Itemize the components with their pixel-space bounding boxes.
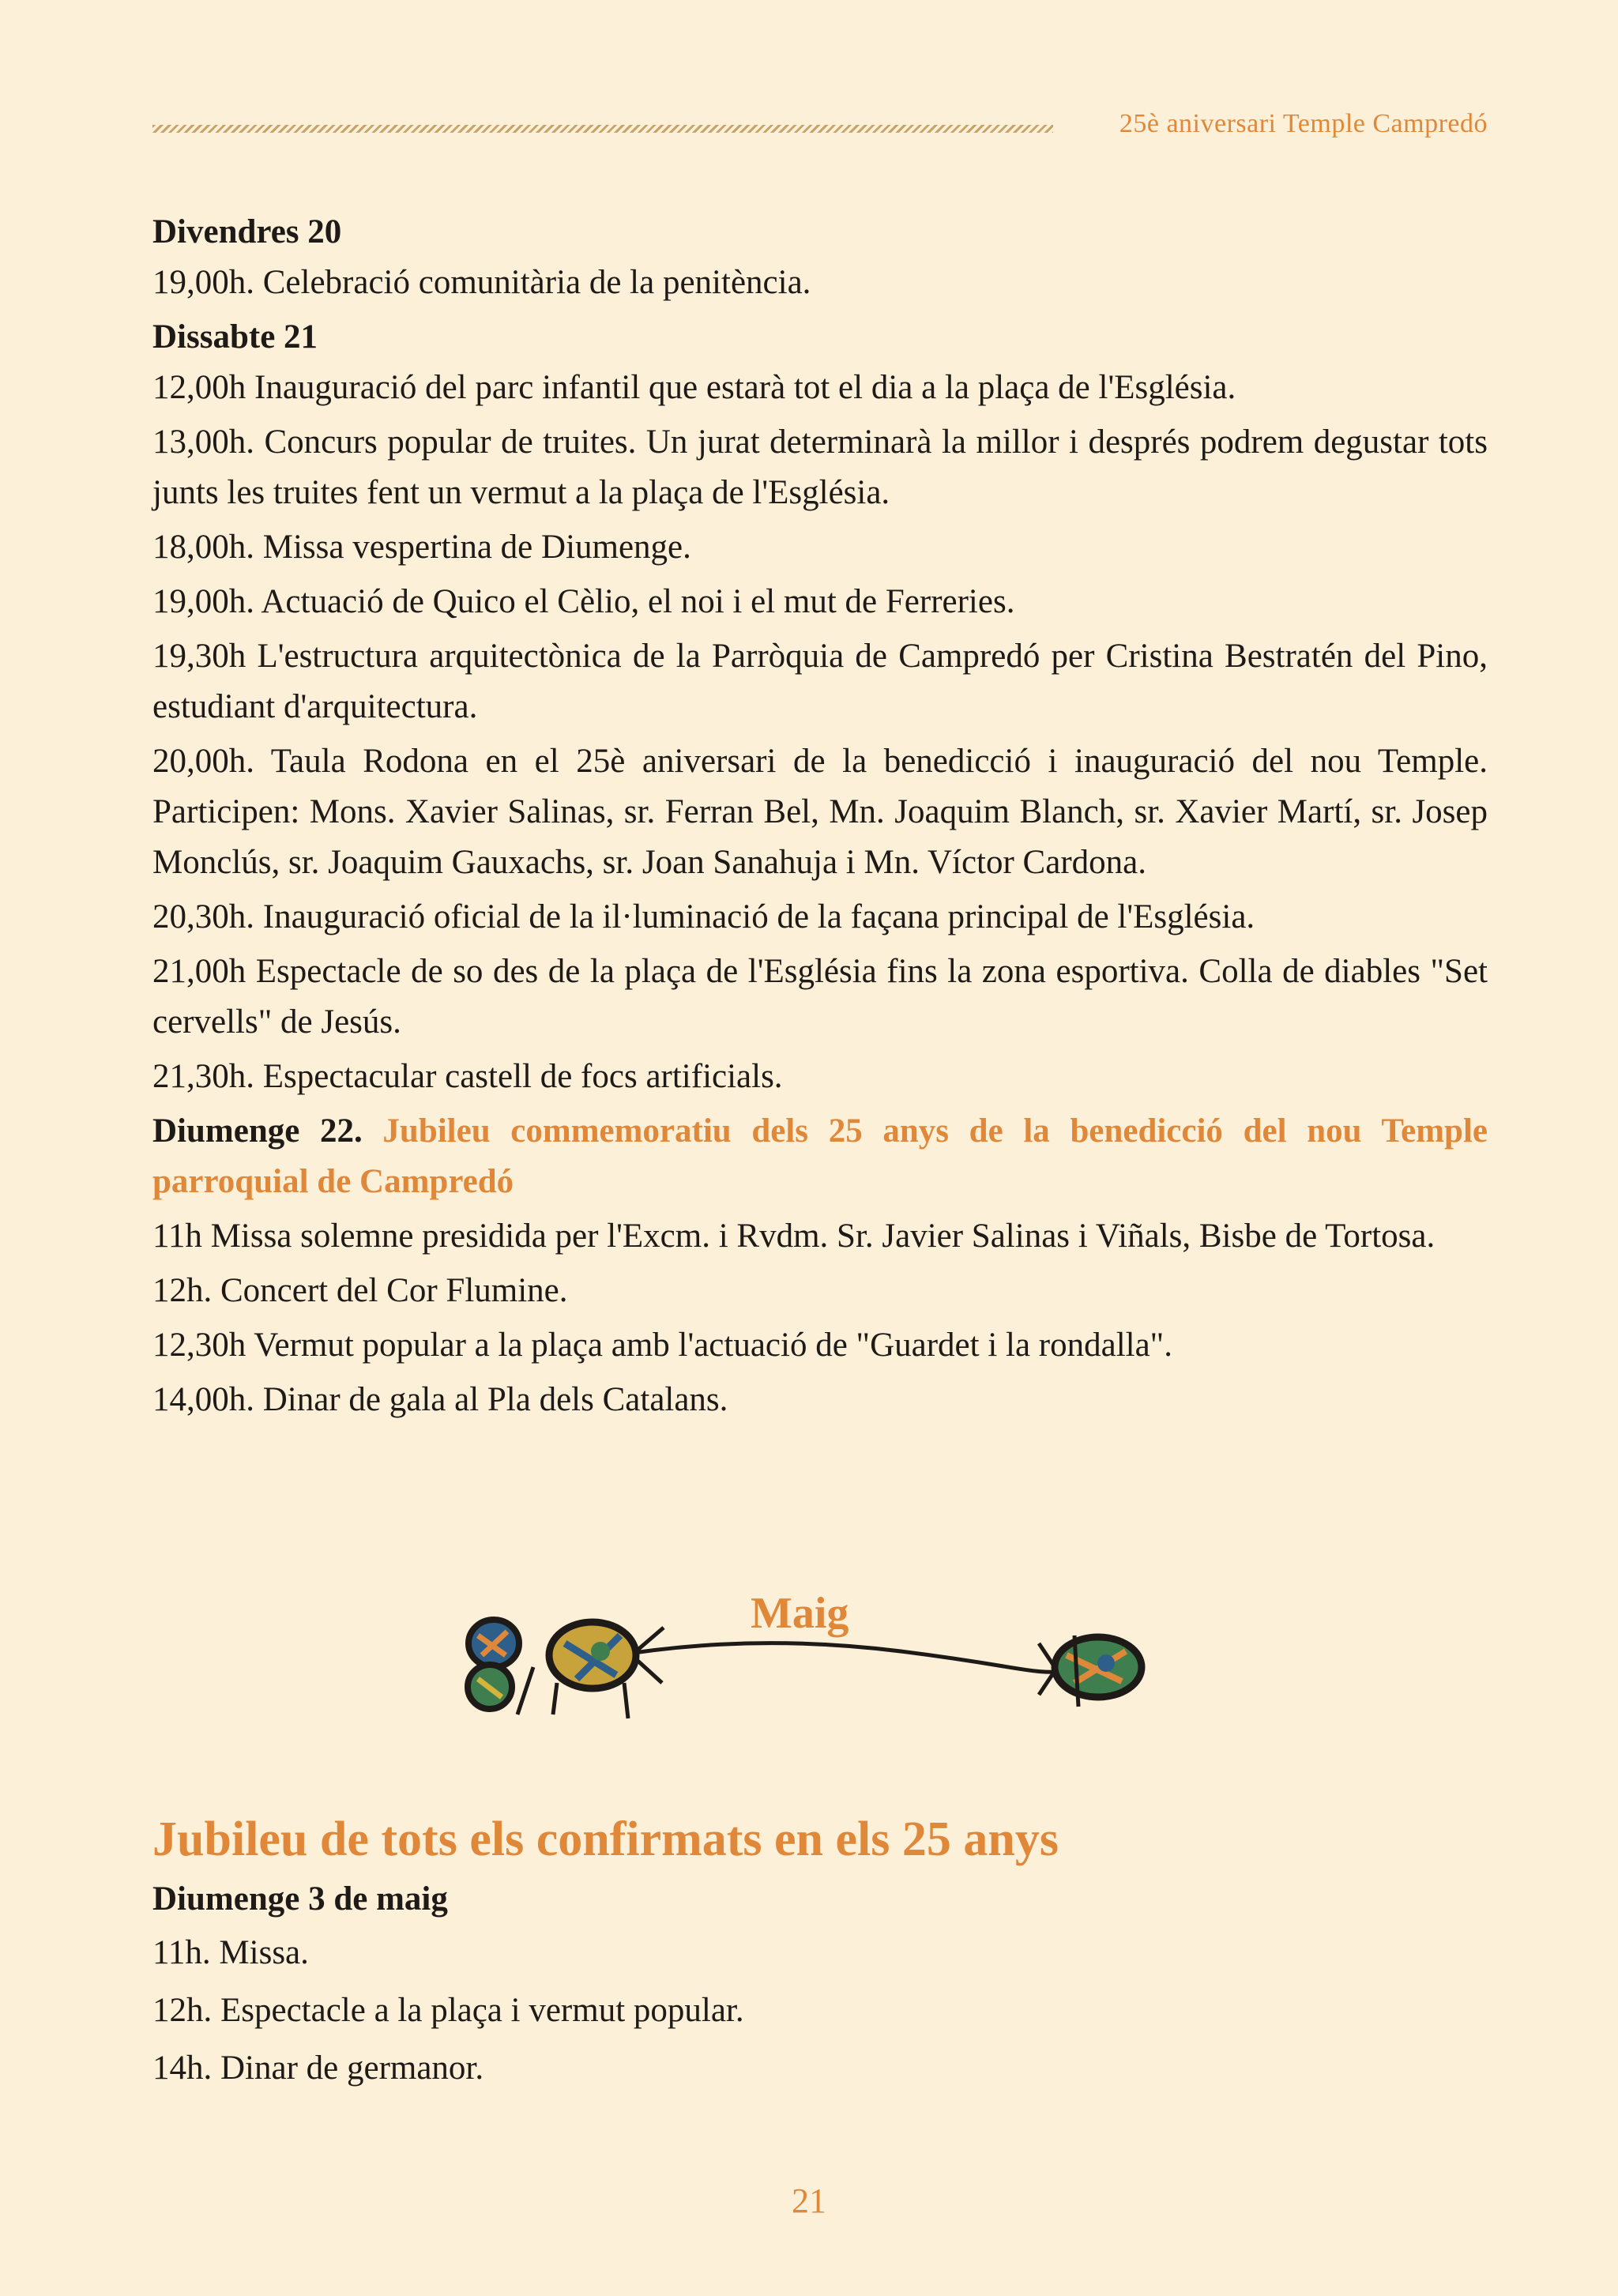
fish-icon bbox=[468, 1620, 519, 1709]
schedule-content bbox=[152, 207, 1488, 1429]
schedule-entry: 20,30h. Inauguració oficial de la il·luminació de la façana principal de l'Església. bbox=[152, 898, 1255, 935]
page-number: 21 bbox=[792, 2181, 826, 2220]
schedule-entry: 18,00h. Missa vespertina de Diumenge. bbox=[152, 529, 691, 566]
fish-icon bbox=[1039, 1635, 1142, 1707]
schedule-entry: 14h. Dinar de germanor. bbox=[152, 2049, 484, 2087]
fish-icon bbox=[517, 1622, 664, 1718]
confirmats-section bbox=[152, 1809, 1488, 2099]
schedule-entry: 12h. Concert del Cor Flumine. bbox=[152, 1272, 568, 1309]
schedule-entry: 11h Missa solemne presidida per l'Excm. i Rvdm. Sr. Javier Salinas i Viñals, Bisbe de Tortosa. bbox=[152, 1218, 1436, 1255]
day-heading: Diumenge 3 de maig bbox=[152, 1880, 448, 1918]
schedule-entry: 19,30h L'estructura arquitectònica de la Parròquia de Campredó per Cristina Bestratén del Pino, estudiant d'arquitectura. bbox=[152, 638, 1488, 725]
schedule-entry: 12h. Espectacle a la plaça i vermut popular. bbox=[152, 1992, 744, 2029]
schedule-entry: 19,00h. Celebració comunitària de la penitència. bbox=[152, 264, 811, 301]
schedule-entry: 12,00h Inauguració del parc infantil que estarà tot el dia a la plaça de l'Església. bbox=[152, 369, 1236, 406]
jubilee-highlight: Jubileu commemoratiu dels 25 anys de la benedicció del nou Temple parroquial de Campredó bbox=[152, 1112, 1488, 1200]
month-label: Maig bbox=[751, 1589, 849, 1638]
day-heading-highlight bbox=[152, 1106, 1488, 1207]
day-heading: Diumenge 22. bbox=[152, 1112, 363, 1150]
header-title: 25è aniversari Temple Campredó bbox=[1119, 109, 1488, 138]
schedule-entry: 19,00h. Actuació de Quico el Cèlio, el noi i el mut de Ferreries. bbox=[152, 583, 1015, 620]
section-title: Jubileu de tots els confirmats en els 25 anys bbox=[152, 1812, 1059, 1866]
schedule-entry: 21,00h Espectacle de so des de la plaça de l'Església fins la zona esportiva. Colla de diables "Set cervells" de Jesús. bbox=[152, 953, 1488, 1041]
schedule-entry: 12,30h Vermut popular a la plaça amb l'actuació de "Guardet i la rondalla". bbox=[152, 1327, 1172, 1364]
day-heading: Dissabte 21 bbox=[152, 318, 318, 356]
schedule-entry: 13,00h. Concurs popular de truites. Un jurat determinarà la millor i després podrem degustar tots junts les truites fent un vermut a la plaça de l'Església. bbox=[152, 423, 1488, 511]
page-header bbox=[152, 109, 1488, 150]
day-heading: Divendres 20 bbox=[152, 213, 342, 250]
schedule-entry: 20,00h. Taula Rodona en el 25è aniversari de la benedicció i inauguració del nou Temple. Participen: Mons. Xavier Salinas, sr. Ferran Bel, Mn. Joaquim Blanch, sr. Xavier Martí, sr. Josep Monclús, sr. Joaquim Gauxachs, sr. Joan Sanahuja i Mn. Víctor Cardona. bbox=[152, 743, 1488, 881]
schedule-entry: 21,30h. Espectacular castell de focs artificials. bbox=[152, 1058, 783, 1095]
schedule-entry: 14,00h. Dinar de gala al Pla dels Catalans. bbox=[152, 1381, 728, 1418]
header-rule bbox=[152, 125, 1053, 133]
schedule-entry: 11h. Missa. bbox=[152, 1934, 309, 1971]
